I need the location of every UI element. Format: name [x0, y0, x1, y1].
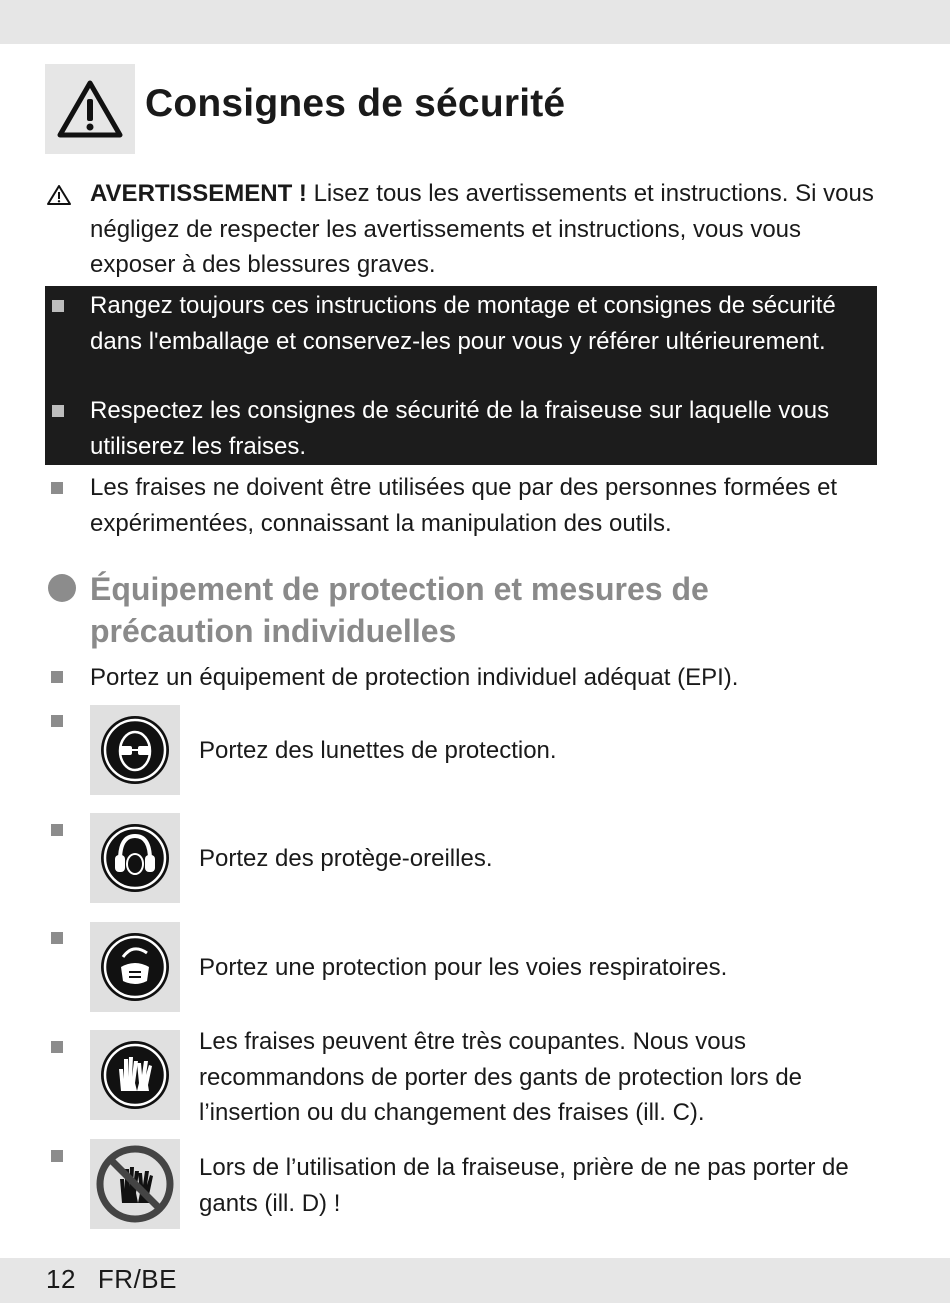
pictogram-text: Portez une protection pour les voies respiratoires.: [199, 954, 728, 981]
pictogram-text: Portez des protège-oreilles.: [199, 845, 493, 872]
highlighted-instructions-box: [45, 286, 877, 465]
warning-label: AVERTISSEMENT !: [90, 180, 307, 207]
list-item: Rangez toujours ces instructions de montage et consignes de sécurité dans l'emballage et conservez-les pour vous y référer ultérieurement.: [90, 292, 836, 355]
warning-paragraph: [90, 176, 880, 283]
small-warning-icon: [46, 184, 72, 211]
list-item: Respectez les consignes de sécurité de la fraiseuse sur laquelle vous utiliserez les fraises.: [90, 397, 830, 460]
protective-gloves-icon: [90, 1030, 180, 1120]
locale-code: FR/BE: [97, 1264, 177, 1294]
bullet-square: [51, 1041, 63, 1053]
bullet-square: [52, 300, 64, 312]
ear-protection-icon: [90, 813, 180, 903]
bullet-square: [51, 482, 63, 494]
section-bullet-dot: [48, 574, 76, 602]
bullet-square: [51, 1150, 63, 1162]
footer: [46, 1264, 199, 1295]
bullet-square: [51, 824, 63, 836]
no-gloves-icon: [90, 1139, 180, 1229]
respiratory-protection-icon: [90, 922, 180, 1012]
safety-glasses-icon: [90, 705, 180, 795]
pictogram-text: Lors de l’utilisation de la fraiseuse, prière de ne pas porter de gants (ill. D) !: [199, 1154, 849, 1217]
warning-text: Lisez tous les avertissements et instructions. Si vous négligez de respecter les avertissements et instructions, vous vous exposer à des blessures graves.: [90, 180, 874, 278]
header-band: [0, 0, 950, 44]
page-title: Consignes de sécurité: [145, 82, 566, 125]
page-number: 12: [46, 1264, 76, 1294]
bullet-square: [51, 671, 63, 683]
warning-triangle-icon: [45, 64, 135, 154]
list-item: Les fraises ne doivent être utilisées que par des personnes formées et expérimentées, connaissant la manipulation des outils.: [90, 474, 838, 537]
section-title: Équipement de protection et mesures de précaution individuelles: [90, 571, 709, 649]
pictogram-text: Portez des lunettes de protection.: [199, 737, 557, 764]
bullet-square: [51, 932, 63, 944]
list-item: Portez un équipement de protection individuel adéquat (EPI).: [90, 664, 739, 691]
bullet-square: [51, 715, 63, 727]
pictogram-text: Les fraises peuvent être très coupantes. Nous vous recommandons de porter des gants de protection lors de l’insertion ou du changement des fraises (ill. C).: [199, 1028, 803, 1126]
bullet-square: [52, 405, 64, 417]
